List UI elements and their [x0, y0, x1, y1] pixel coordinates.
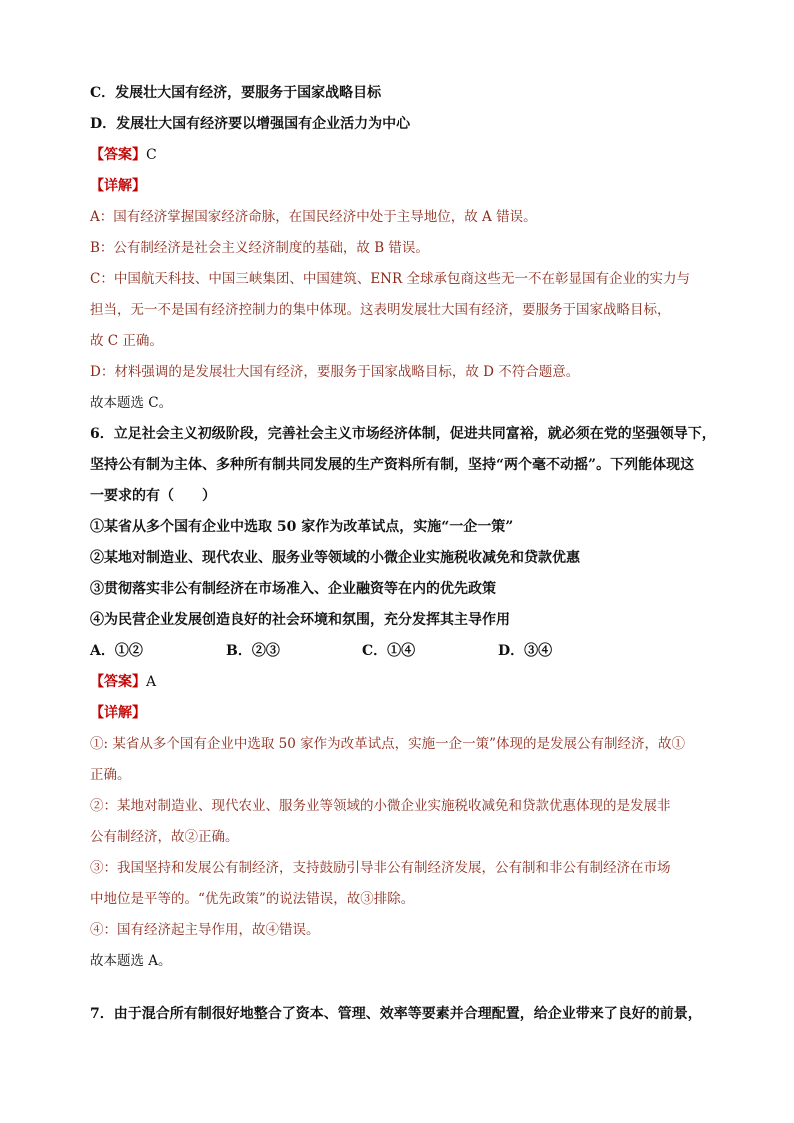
q5-answer-label: 【答案】 — [90, 147, 146, 163]
q6-detail-3b: 中地位是平等的。“优先政策”的说法错误，故③排除。 — [90, 891, 415, 907]
q6-stem-line1: 6．立足社会主义初级阶段，完善社会主义市场经济体制，促进共同富裕，就必须在党的坚强领导下， — [90, 426, 716, 442]
q6-option-b: B．②③ — [226, 643, 280, 659]
q6-detail-1b: 正确。 — [90, 767, 131, 783]
q5-detail-b: B：公有制经济是社会主义经济制度的基础，故 B 错误。 — [90, 240, 429, 256]
q5-detail-a: A：国有经济掌握国家经济命脉，在国民经济中处于主导地位，故 A 错误。 — [90, 209, 537, 225]
q6-detail-2b: 公有制经济，故②正确。 — [90, 829, 239, 845]
q6-stem-line2: 坚持公有制为主体、多种所有制共同发展的生产资料所有制，坚持“两个毫不动摇”。下列能体现这 — [90, 457, 695, 473]
q5-detail-c3: 故 C 正确。 — [90, 333, 163, 349]
q5-detail-c2: 担当，无一不是国有经济控制力的集中体现。这表明发展壮大国有经济，要服务于国家战略目标， — [90, 302, 671, 318]
q5-option-d: D．发展壮大国有经济要以增强国有企业活力为中心 — [90, 116, 411, 132]
q6-detail-2a: ②：某地对制造业、现代农业、服务业等领域的小微企业实施税收减免和贷款优惠体现的是发展非 — [90, 798, 671, 814]
q5-answer-value: C — [146, 147, 157, 163]
q6-item-1: ①某省从多个国有企业中选取 50 家作为改革试点，实施“一企一策” — [90, 519, 514, 535]
q6-option-c: C．①④ — [362, 643, 416, 659]
document-page — [90, 78, 716, 1030]
q6-item-2: ②某地对制造业、现代农业、服务业等领域的小微企业实施税收减免和贷款优惠 — [90, 550, 580, 566]
q5-conclusion: 故本题选 C。 — [90, 395, 173, 411]
q6-item-3: ③贯彻落实非公有制经济在市场准入、企业融资等在内的优先政策 — [90, 581, 496, 597]
q6-answer — [90, 667, 712, 698]
q6-stem-line3: 一要求的有（ ） — [90, 488, 216, 504]
q6-conclusion: 故本题选 A。 — [90, 953, 172, 969]
q6-option-d: D．③④ — [498, 643, 553, 659]
q5-detail-label: 【详解】 — [90, 178, 146, 194]
q7-stem-line1: 7．由于混合所有制很好地整合了资本、管理、效率等要素并合理配置，给企业带来了良好的前景， — [90, 1006, 702, 1022]
q5-option-c: C．发展壮大国有经济，要服务于国家战略目标 — [90, 85, 382, 101]
q6-detail-4: ④：国有经济起主导作用，故④错误。 — [90, 922, 320, 938]
q6-option-a: A．①② — [90, 643, 143, 659]
q5-detail-d: D：材料强调的是发展壮大国有经济，要服务于国家战略目标，故 D 不符合题意。 — [90, 364, 580, 380]
q5-detail-c1: C：中国航天科技、中国三峡集团、中国建筑、ENR 全球承包商这些无一不在彰显国有企业的实力与 — [90, 271, 690, 287]
section-gap — [90, 977, 712, 999]
q6-detail-3a: ③：我国坚持和发展公有制经济，支持鼓励引导非公有制经济发展，公有制和非公有制经济在市场 — [90, 860, 671, 876]
q6-options — [90, 636, 712, 667]
q6-detail-1a: ①: 某省从多个国有企业中选取 50 家作为改革试点，实施一企一策”体现的是发展公有制经济，故① — [90, 736, 686, 752]
q6-item-4: ④为民营企业发展创造良好的社会环境和氛围，充分发挥其主导作用 — [90, 612, 510, 628]
q5-answer — [90, 140, 712, 171]
q6-answer-value: A — [146, 674, 157, 690]
q6-answer-label: 【答案】 — [90, 674, 146, 690]
q6-detail-label: 【详解】 — [90, 705, 146, 721]
